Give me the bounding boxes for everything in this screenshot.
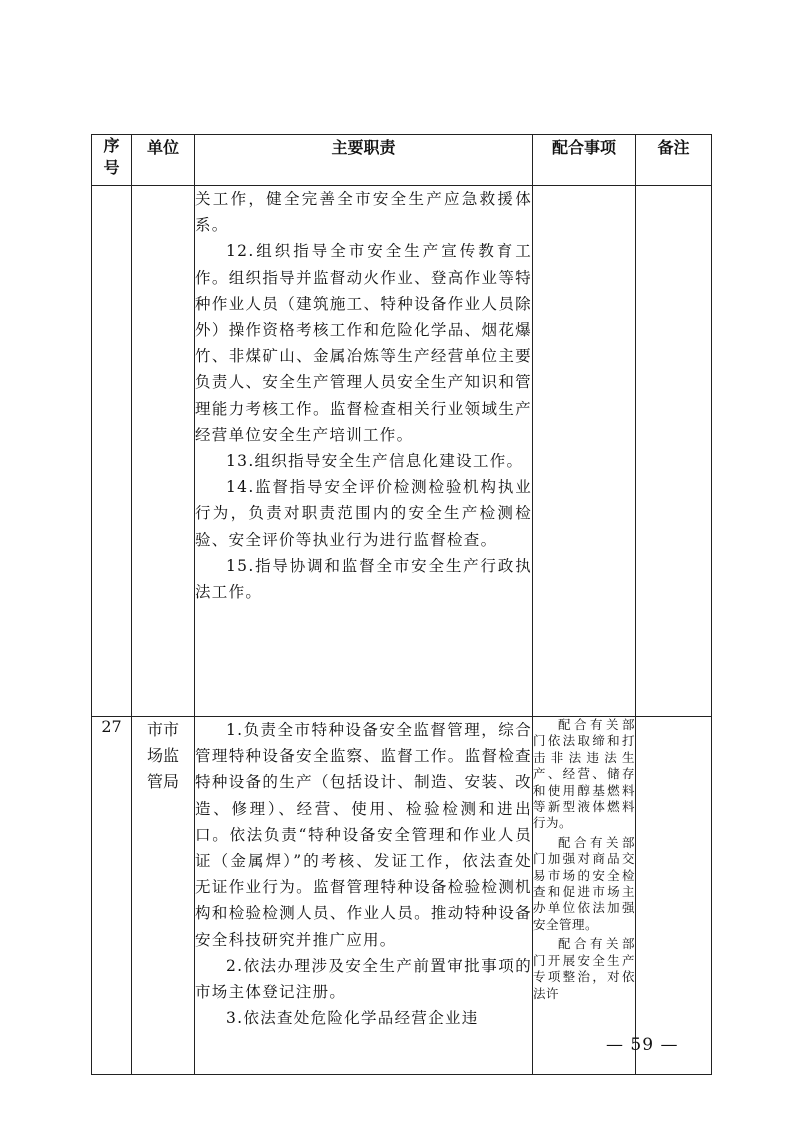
- remarks-cell: [636, 186, 712, 717]
- duty-paragraph: 13.组织指导安全生产信息化建设工作。: [226, 452, 524, 471]
- duties-cell: [195, 717, 533, 1075]
- duty-table: [91, 134, 712, 1075]
- duty-paragraph: 1.负责全市特种设备安全监督管理，综合管理特种设备安全监察、监督工作。监督检查特种设备的生产（包括设计、制造、安装、改造、修理）、经营、使用、检验检测和进出口。依法负责“特种设备安全管理和作业人员证（金属焊）”的考核、发证工作，依法查处无证作业行为。监督管理特种设备检验检测机构和检验检测人员、作业人员。推动特种设备安全科技研究并推广应用。: [195, 721, 532, 949]
- table-row: [92, 186, 712, 717]
- duty-paragraph: 关工作，健全完善全市安全生产应急救援体系。: [195, 190, 532, 235]
- cooperation-cell: [533, 717, 636, 1075]
- row-number: 27: [92, 717, 132, 1075]
- cooperation-cell: [533, 186, 636, 717]
- cooperation-paragraph: 配合有关部门开展安全生产专项整治，对依法许: [533, 936, 635, 1001]
- row-number: [92, 186, 132, 717]
- row-unit: 市市 场监 管局: [132, 717, 195, 1075]
- cooperation-paragraph: 配合有关部门依法取缔和打击非法违法生产、经营、储存和使用醇基燃料等新型液体燃料行为。: [533, 717, 635, 831]
- header-main-duties: 主要职责: [195, 135, 533, 186]
- row-unit: [132, 186, 195, 717]
- cooperation-paragraph: 配合有关部门加强对商品交易市场的安全检查和促进市场主办单位依法加强安全管理。: [533, 834, 635, 932]
- header-serial-number: 序 号: [92, 135, 132, 186]
- table-row: [92, 717, 712, 1075]
- remarks-cell: [636, 717, 712, 1075]
- duties-cell: [195, 186, 533, 717]
- table-header-row: [92, 135, 712, 186]
- header-remarks: 备注: [636, 135, 712, 186]
- duty-paragraph: 14.监督指导安全评价检测检验机构执业行为，负责对职责范围内的安全生产检测检验、安全评价等执业行为进行监督检查。: [195, 478, 532, 549]
- duty-paragraph: 15.指导协调和监督全市安全生产行政执法工作。: [195, 556, 532, 602]
- header-unit: 单位: [132, 135, 195, 186]
- duty-paragraph: 12.组织指导全市安全生产宣传教育工作。组织指导并监督动火作业、登高作业等特种作业人员（建筑施工、特种设备作业人员除外）操作资格考核工作和危险化学品、烟花爆竹、非煤矿山、金属冶炼等生产经营单位主要负责人、安全生产管理人员安全生产知识和管理能力考核工作。监督检查相关行业领域生产经营单位安全生产培训工作。: [195, 242, 532, 444]
- header-cooperation: 配合事项: [533, 135, 636, 186]
- duty-paragraph: 2.依法办理涉及安全生产前置审批事项的市场主体登记注册。: [195, 956, 532, 1002]
- page-number: — 59 —: [606, 1035, 679, 1055]
- duty-paragraph: 3.依法查处危险化学品经营企业违: [226, 1009, 479, 1028]
